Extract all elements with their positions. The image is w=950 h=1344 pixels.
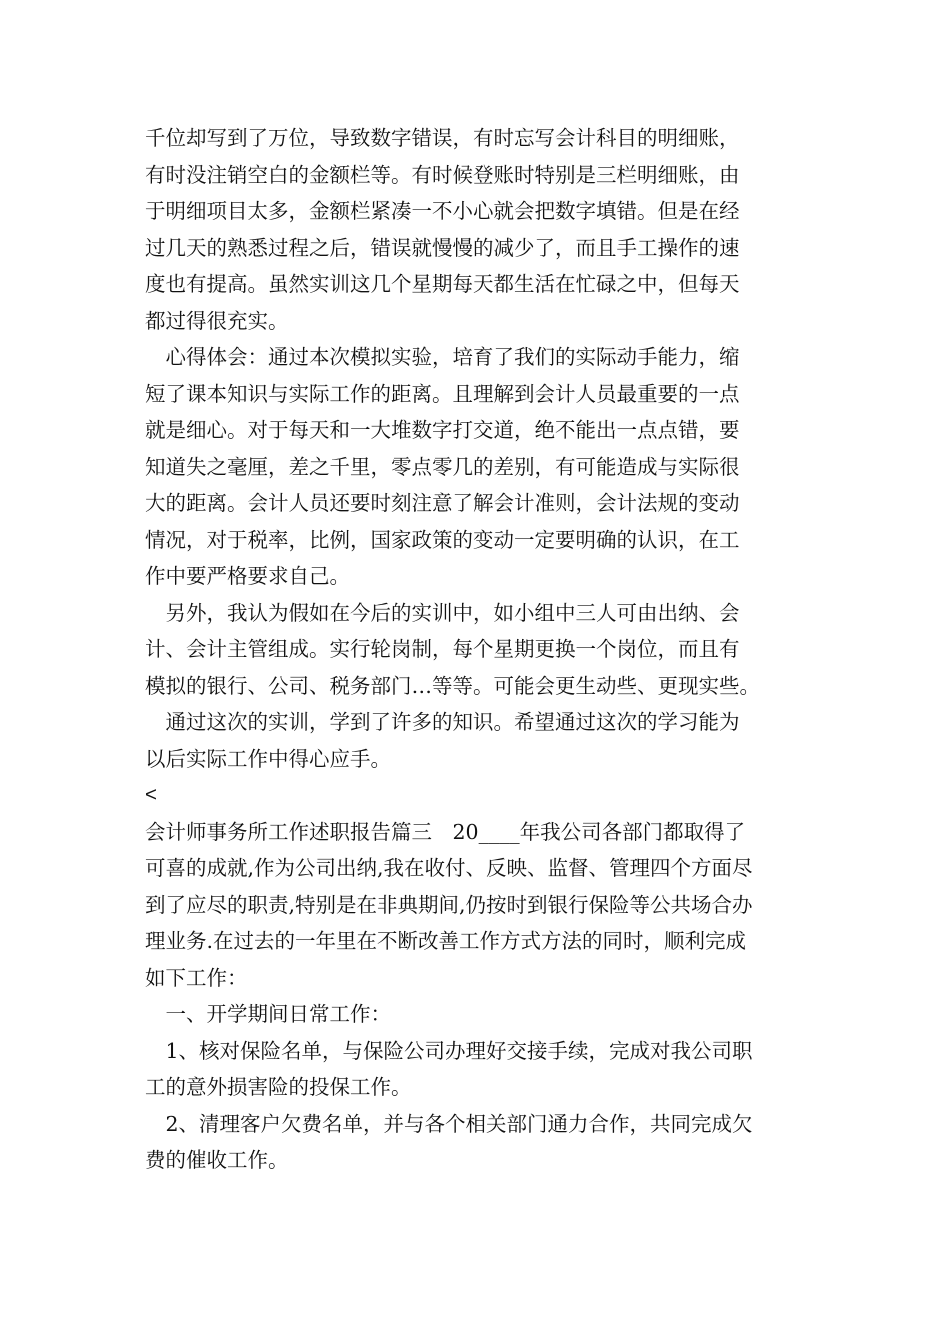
text-line: 2、清理客户欠费名单，并与各个相关部门通力合作，共同完成欠 xyxy=(145,1111,753,1136)
text-line: 情况，对于税率，比例，国家政策的变动一定要明确的认识，在工 xyxy=(145,527,740,552)
text-line: 以后实际工作中得心应手。 xyxy=(145,746,391,771)
text-line: < xyxy=(145,783,157,806)
text-line: 知道失之毫厘，差之千里，零点零几的差别，有可能造成与实际很 xyxy=(145,454,740,479)
text-line: 短了课本知识与实际工作的距离。且理解到会计人员最重要的一点 xyxy=(145,381,740,406)
text-line: 工的意外损害险的投保工作。 xyxy=(145,1075,412,1099)
text-line: 费的催收工作。 xyxy=(145,1148,289,1172)
text-line: 都过得很充实。 xyxy=(145,308,289,333)
text-line: 到了应尽的职责,特别是在非典期间,仍按时到银行保险等公共场合办 xyxy=(145,892,753,917)
text-line: 通过这次的实训，学到了许多的知识。希望通过这次的学习能为 xyxy=(145,710,740,734)
text-line: 千位却写到了万位，导致数字错误，有时忘写会计科目的明细账， xyxy=(145,126,740,150)
text-line: 模拟的银行、公司、税务部门…等等。可能会更生动些、更现实些。 xyxy=(145,673,760,698)
text-line: 心得体会：通过本次模拟实验，培育了我们的实际动手能力，缩 xyxy=(145,345,740,369)
text-line: 1、核对保险名单，与保险公司办理好交接手续，完成对我公司职 xyxy=(145,1038,753,1063)
text-line: 可喜的成就,作为公司出纳,我在收付、反映、监督、管理四个方面尽 xyxy=(145,856,753,880)
text-line: 另外，我认为假如在今后的实训中，如小组中三人可由出纳、会 xyxy=(145,600,740,625)
section-heading-line: 会计师事务所工作述职报告篇三 20____年我公司各部门都取得了 xyxy=(145,819,746,844)
text-line: 一、开学期间日常工作： xyxy=(145,1002,391,1026)
text-line: 度也有提高。虽然实训这几个星期每天都生活在忙碌之中，但每天 xyxy=(145,272,740,296)
text-line: 过几天的熟悉过程之后，错误就慢慢的减少了，而且手工操作的速 xyxy=(145,235,740,260)
text-line: 作中要严格要求自己。 xyxy=(145,564,350,588)
text-line: 就是细心。对于每天和一大堆数字打交道，绝不能出一点点错，要 xyxy=(145,418,740,442)
text-line: 理业务.在过去的一年里在不断改善工作方式方法的同时，顺利完成 xyxy=(145,929,747,953)
text-line: 计、会计主管组成。实行轮岗制，每个星期更换一个岗位，而且有 xyxy=(145,637,740,661)
text-line: 大的距离。会计人员还要时刻注意了解会计准则，会计法规的变动 xyxy=(145,491,740,515)
text-line: 有时没注销空白的金额栏等。有时候登账时特别是三栏明细账，由 xyxy=(145,162,740,187)
text-line: 如下工作： xyxy=(145,965,248,990)
document-body xyxy=(145,120,810,1179)
text-line: 于明细项目太多，金额栏紧凑一不小心就会把数字填错。但是在经 xyxy=(145,199,740,223)
